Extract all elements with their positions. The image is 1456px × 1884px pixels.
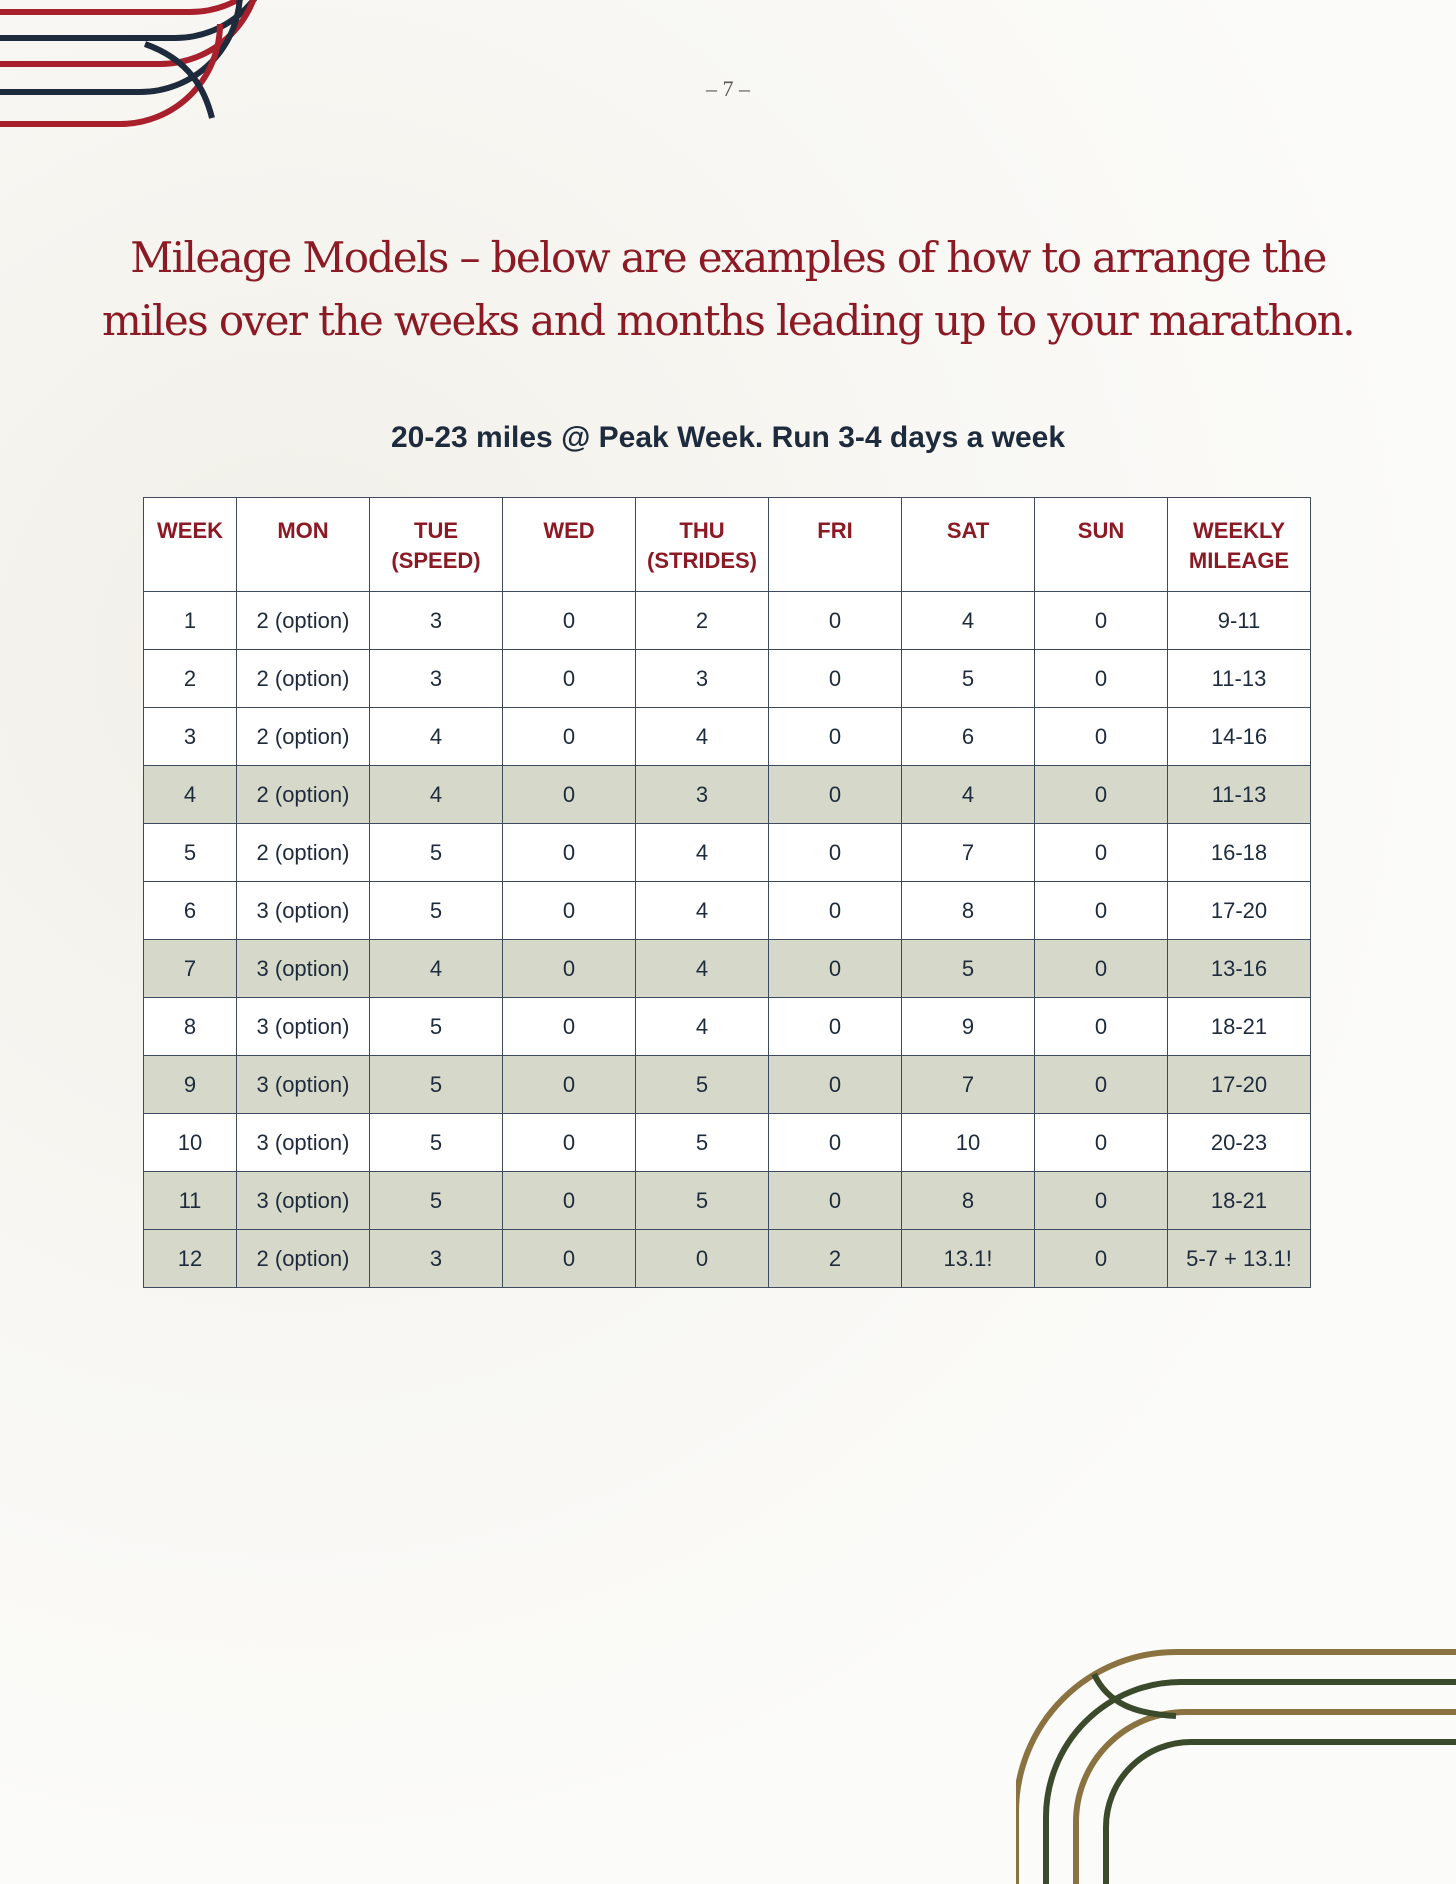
table-cell: 0 [1035, 1114, 1168, 1172]
table-cell: 18-21 [1168, 998, 1311, 1056]
column-header-label: THU [679, 518, 725, 543]
table-cell: 8 [902, 882, 1035, 940]
track-lines-bottom-right-decoration [1016, 1644, 1456, 1884]
headline-line-2: miles over the weeks and months leading up to your marathon. [101, 296, 1355, 345]
mileage-table [143, 497, 1311, 1288]
table-cell: 10 [144, 1114, 237, 1172]
table-cell: 6 [144, 882, 237, 940]
column-header-label: SUN [1077, 518, 1125, 543]
table-cell: 4 [370, 940, 503, 998]
table-cell: 20-23 [1168, 1114, 1311, 1172]
table-header-row [144, 498, 1311, 592]
table-row [144, 1230, 1311, 1288]
table-cell: 4 [902, 766, 1035, 824]
table-cell: 0 [1035, 940, 1168, 998]
table-cell: 3 (option) [237, 1114, 370, 1172]
table-cell: 5 [370, 998, 503, 1056]
column-header-label: SAT [946, 518, 990, 543]
table-cell: 3 [144, 708, 237, 766]
table-cell: 0 [769, 1056, 902, 1114]
table-cell: 4 [636, 882, 769, 940]
table-cell: 2 (option) [237, 1230, 370, 1288]
table-cell: 13.1! [902, 1230, 1035, 1288]
table-cell: 3 (option) [237, 1056, 370, 1114]
table-cell: 3 [370, 592, 503, 650]
table-cell: 5 [636, 1114, 769, 1172]
table-row [144, 650, 1311, 708]
table-row [144, 998, 1311, 1056]
headline-line-1: Mileage Models – below are examples of how to arrange the [130, 233, 1326, 282]
table-row [144, 824, 1311, 882]
table-cell: 4 [370, 708, 503, 766]
table-cell: 5 [636, 1172, 769, 1230]
table-cell: 3 (option) [237, 998, 370, 1056]
table-cell: 0 [1035, 766, 1168, 824]
table-cell: 8 [144, 998, 237, 1056]
table-cell: 17-20 [1168, 882, 1311, 940]
table-cell: 0 [503, 882, 636, 940]
table-cell: 0 [503, 1172, 636, 1230]
column-header [1035, 498, 1168, 592]
table-cell: 2 (option) [237, 592, 370, 650]
column-header [769, 498, 902, 592]
table-cell: 5 [370, 1172, 503, 1230]
column-header [902, 498, 1035, 592]
table-cell: 2 (option) [237, 650, 370, 708]
table-cell: 9 [144, 1056, 237, 1114]
table-cell: 2 [636, 592, 769, 650]
table-cell: 0 [769, 998, 902, 1056]
table-cell: 5 [902, 650, 1035, 708]
table-cell: 8 [902, 1172, 1035, 1230]
column-header-label: WEEKLY [1192, 518, 1286, 543]
column-header-sublabel: (STRIDES) [647, 548, 757, 573]
table-cell: 3 [370, 650, 503, 708]
table-cell: 0 [1035, 708, 1168, 766]
table-cell: 0 [769, 708, 902, 766]
table-cell: 5 [370, 824, 503, 882]
table-row [144, 766, 1311, 824]
table-row [144, 940, 1311, 998]
column-header-sublabel: MILEAGE [1188, 548, 1290, 573]
track-lines-top-left-decoration [0, 0, 300, 140]
table-cell: 0 [1035, 1056, 1168, 1114]
column-header [636, 498, 769, 592]
table-cell: 0 [1035, 824, 1168, 882]
column-header-label: FRI [817, 518, 853, 543]
table-cell: 0 [769, 824, 902, 882]
table-cell: 3 (option) [237, 940, 370, 998]
page-number: – 7 – [706, 76, 750, 101]
table-cell: 0 [769, 940, 902, 998]
table-cell: 14-16 [1168, 708, 1311, 766]
table-row [144, 708, 1311, 766]
table-cell: 5 [902, 940, 1035, 998]
table-cell: 0 [503, 1230, 636, 1288]
table-cell: 2 (option) [237, 824, 370, 882]
table-cell: 0 [1035, 650, 1168, 708]
table-cell: 5 [370, 1114, 503, 1172]
page-headline [100, 226, 1356, 352]
table-cell: 17-20 [1168, 1056, 1311, 1114]
table-cell: 0 [503, 824, 636, 882]
table-cell: 2 (option) [237, 708, 370, 766]
table-cell: 2 [144, 650, 237, 708]
table-cell: 9-11 [1168, 592, 1311, 650]
table-cell: 18-21 [1168, 1172, 1311, 1230]
table-row [144, 1056, 1311, 1114]
column-header [144, 498, 237, 592]
table-cell: 3 [636, 650, 769, 708]
table-title: 20-23 miles @ Peak Week. Run 3-4 days a week [390, 421, 1066, 454]
table-cell: 11-13 [1168, 650, 1311, 708]
table-cell: 4 [902, 592, 1035, 650]
table-cell: 10 [902, 1114, 1035, 1172]
table-cell: 0 [1035, 1172, 1168, 1230]
table-cell: 0 [636, 1230, 769, 1288]
column-header [370, 498, 503, 592]
table-cell: 0 [503, 650, 636, 708]
table-cell: 6 [902, 708, 1035, 766]
table-cell: 0 [503, 766, 636, 824]
table-cell: 0 [1035, 882, 1168, 940]
table-cell: 5 [370, 1056, 503, 1114]
table-cell: 12 [144, 1230, 237, 1288]
column-header-label: WEEK [157, 518, 223, 543]
table-cell: 0 [1035, 1230, 1168, 1288]
table-cell: 0 [769, 1114, 902, 1172]
table-cell: 5 [636, 1056, 769, 1114]
table-cell: 0 [503, 1114, 636, 1172]
table-cell: 0 [769, 766, 902, 824]
table-cell: 3 (option) [237, 1172, 370, 1230]
table-cell: 4 [636, 708, 769, 766]
table-row [144, 882, 1311, 940]
table-cell: 2 [769, 1230, 902, 1288]
column-header [237, 498, 370, 592]
table-cell: 0 [1035, 998, 1168, 1056]
table-cell: 3 (option) [237, 882, 370, 940]
table-cell: 9 [902, 998, 1035, 1056]
table-cell: 11-13 [1168, 766, 1311, 824]
table-cell: 0 [769, 650, 902, 708]
column-header-label: MON [277, 518, 329, 543]
column-header-label: TUE [414, 518, 458, 543]
table-cell: 4 [636, 940, 769, 998]
table-cell: 3 [370, 1230, 503, 1288]
column-header [1168, 498, 1311, 592]
table-cell: 7 [902, 824, 1035, 882]
table-cell: 5-7 + 13.1! [1168, 1230, 1311, 1288]
table-cell: 0 [503, 708, 636, 766]
table-body [144, 592, 1311, 1288]
table-row [144, 1172, 1311, 1230]
table-cell: 11 [144, 1172, 237, 1230]
table-cell: 13-16 [1168, 940, 1311, 998]
table-cell: 16-18 [1168, 824, 1311, 882]
table-cell: 0 [769, 592, 902, 650]
table-cell: 4 [370, 766, 503, 824]
table-cell: 2 (option) [237, 766, 370, 824]
table-cell: 5 [370, 882, 503, 940]
table-cell: 1 [144, 592, 237, 650]
table-cell: 0 [503, 998, 636, 1056]
table-cell: 0 [1035, 592, 1168, 650]
table-cell: 7 [144, 940, 237, 998]
table-cell: 5 [144, 824, 237, 882]
table-cell: 0 [503, 940, 636, 998]
table-cell: 0 [769, 882, 902, 940]
table-cell: 7 [902, 1056, 1035, 1114]
column-header [503, 498, 636, 592]
table-cell: 0 [503, 592, 636, 650]
table-cell: 0 [769, 1172, 902, 1230]
column-header-sublabel: (SPEED) [391, 548, 481, 573]
table-row [144, 592, 1311, 650]
table-row [144, 1114, 1311, 1172]
table-cell: 4 [636, 824, 769, 882]
column-header-label: WED [543, 518, 595, 543]
table-cell: 0 [503, 1056, 636, 1114]
table-cell: 4 [144, 766, 237, 824]
table-cell: 4 [636, 998, 769, 1056]
table-cell: 3 [636, 766, 769, 824]
